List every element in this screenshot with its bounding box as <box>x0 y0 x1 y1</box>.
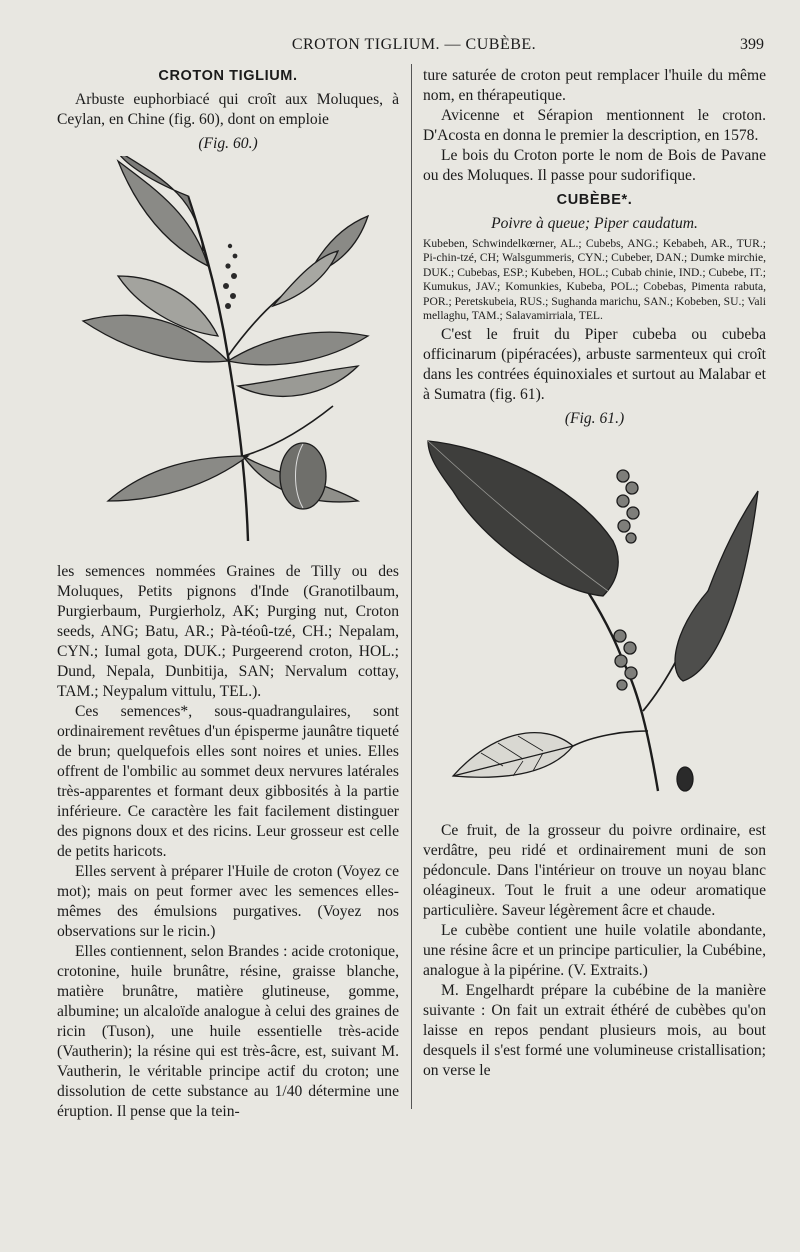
croton-servent-paragraph: Elles servent à préparer l'Huile de croton (Voyez ce mot); mais on peut former avec les semences elles-mêmes des émulsions purgatives. (Voyez nos observations sur le ricin.) <box>57 863 399 940</box>
right-column <box>423 66 766 1081</box>
cubebe-heading: CUBÈBE*. <box>556 192 633 208</box>
cubebe-huile-paragraph: Le cubèbe contient une huile volatile abondante, une résine âcre et un principe particulier, la Cubébine, analogue à la pipérine. (V. Extraits.) <box>423 922 766 980</box>
croton-bois-paragraph: Le bois du Croton porte le nom de Bois de Pavane ou des Moluques. Il passe pour sudorifique. <box>423 147 766 184</box>
croton-intro: Arbuste euphorbiacé qui croît aux Moluques, à Ceylan, en Chine (fig. 60), dont on emploie <box>57 91 399 128</box>
cubebe-fruit-paragraph: C'est le fruit du Piper cubeba ou cubeba officinarum (pipéracées), arbuste sarmenteux qui croît dans les contrées équinoxiales et surtout au Malabar et à Sumatra (fig. 61). <box>423 326 766 404</box>
cubebe-engelhardt-paragraph: M. Engelhardt prépare la cubébine de la manière suivante : On fait un extrait éthéré de cubèbes qu'on laisse en repos pendant plusieurs mois, au bout desquels il s'est formé une volumineuse cristallisation; on verse le <box>423 982 766 1080</box>
cubebe-names: Kubeben, Schwindelkœrner, AL.; Cubebs, ANG.; Kebabeh, AR., TUR.; Pi-chin-tzé, CH; Walsgummeris, CYN.; Cubeber, DAN.; Dumke mirchie, DUK.; Cubebas, ESP.; Kubeben, HOL.; Cubab chinie, IND.; Cubebe, IT.; Kumukus, JAV.; Komunkies, Kubeba, POL.; Cobebas, Pimenta rabuta, POR.; Peretskubeia, RUS.; Sughanda marichu, SAN.; Kobeben, SU.; Vali mellaghu, TAM.; Salavamirriala, TEL. <box>423 237 766 323</box>
cubebe-grosseur-paragraph: Ce fruit, de la grosseur du poivre ordinaire, est verdâtre, peu ridé et ordinairement muni de son pédoncule. Dans l'intérieur on trouve un noyau blanc oléagineux. Tout le fruit a une odeur aromatique particulière. Saveur légèrement âcre et chaude. <box>423 822 766 920</box>
croton-names: les semences nommées Graines de Tilly ou des Moluques, Petits pignons d'Inde (Granotilbaum, Purgierbaum, Purgierholz, AK; Purging nut, Croton seeds, ANG; Batu, AR.; Pà-téoû-tzé, CH.; Nepalam, CYN.; Iumal gota, DUK.; Purgeerend croton, HOL.; Dund, Nepala, Dunbitija, SAN; Nervalum cottay, TAM.; Neypalum vittulu, TEL.). <box>57 563 399 700</box>
croton-continuation: ture saturée de croton peut remplacer l'huile du même nom, en thérapeutique. <box>423 67 766 104</box>
left-column <box>57 66 399 1122</box>
croton-contiennent-paragraph: Elles contiennent, selon Brandes : acide crotonique, crotonine, huile brunâtre, résine, graisse blanche, matière brunâtre, matière glutineuse, gomme, albumine; un alcaloïde analogue à celui des graines de ricin (Tuson), une huile essentielle très-acide (Vautherin); la résine qui est très-âcre, est, suivant M. Vautherin, le véritable principe actif du croton; une dissolution de cette substance au 1/40 détermine une éruption. Il pense que la tein- <box>57 943 399 1120</box>
fig-60-label: (Fig. 60.) <box>198 135 258 152</box>
cubebe-subtitle: Poivre à queue; Piper caudatum. <box>491 215 698 232</box>
croton-heading: CROTON TIGLIUM. <box>158 68 298 84</box>
cubeb-branch-engraving-icon <box>423 431 766 815</box>
croton-plant-engraving-icon <box>78 156 378 556</box>
column-divider <box>411 64 412 1109</box>
page-number: 399 <box>740 36 764 53</box>
croton-semences-paragraph: Ces semences*, sous-quadrangulaires, sont ordinairement revêtues d'un épisperme jaunâtre tiqueté de brun; quelquefois elles sont noires et unies. Elles offrent de l'ombilic au sommet deux nervures latérales très-apparentes et formant deux gibbosités à la partie inférieure. Ce caractère les fait facilement distinguer des pignons doux et des ricins. Leur grosseur est celle de petits haricots. <box>57 703 399 860</box>
running-head <box>64 36 764 60</box>
fig-61-label: (Fig. 61.) <box>564 410 625 428</box>
running-head-title: CROTON TIGLIUM. — CUBÈBE. <box>291 36 537 53</box>
croton-avicenne-paragraph: Avicenne et Sérapion mentionnent le croton. D'Acosta en donna le premier la description, en 1578. <box>423 107 766 144</box>
